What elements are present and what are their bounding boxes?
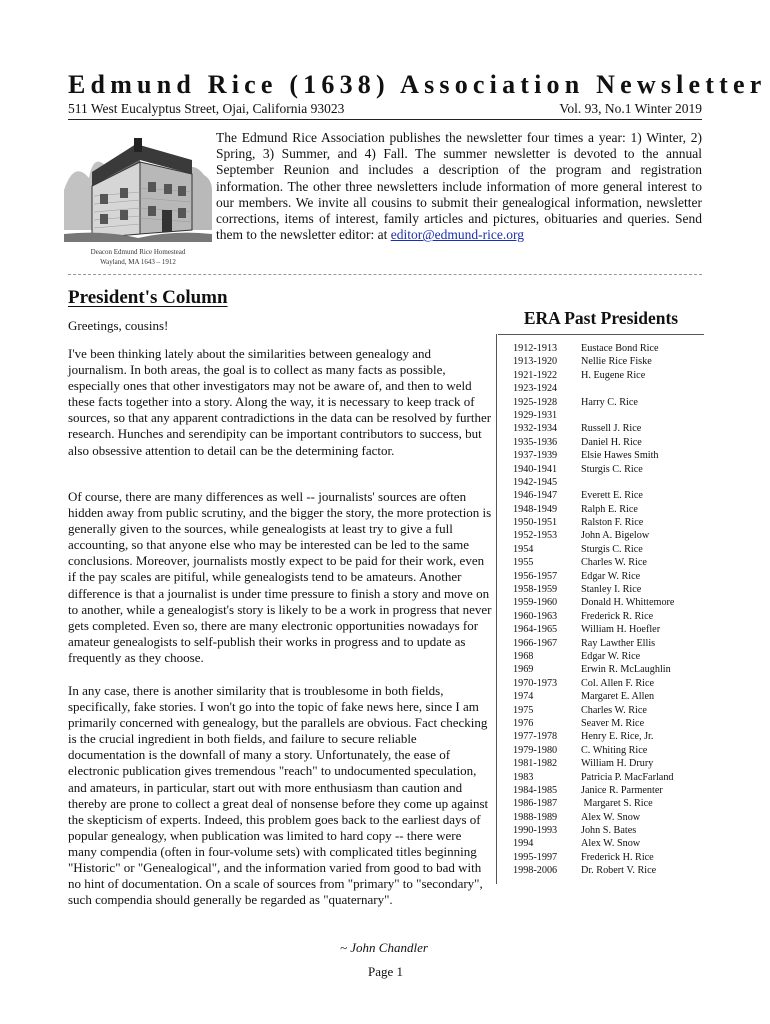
section-divider <box>68 274 702 275</box>
signature: ~ John Chandler <box>340 940 428 955</box>
president-name: Eustace Bond Rice <box>581 343 659 354</box>
president-years: 1958-1959 <box>513 584 558 596</box>
president-years: 1932-1934 <box>513 423 558 435</box>
president-years: 1998-2006 <box>513 865 558 877</box>
president-name: Margaret S. Rice <box>581 798 653 810</box>
editor-email-link[interactable]: editor@edmund-rice.org <box>390 227 524 243</box>
president-row <box>513 864 703 877</box>
president-row <box>513 677 703 690</box>
president-row <box>513 784 703 797</box>
president-years: 1994 <box>513 838 534 850</box>
president-name: Nellie Rice Fiske <box>581 356 652 368</box>
past-presidents-list <box>513 342 703 878</box>
newsletter-title: Edmund Rice (1638) Association Newsletter <box>68 70 767 99</box>
president-years: 1956-1957 <box>513 570 558 582</box>
president-years: 1937-1939 <box>513 450 558 462</box>
president-row <box>513 704 703 717</box>
president-years: 1955 <box>513 557 534 569</box>
president-row <box>513 463 703 476</box>
president-row <box>513 797 703 810</box>
president-years: 1948-1949 <box>513 503 558 515</box>
president-years: 1959-1960 <box>513 597 558 609</box>
president-name: Stanley I. Rice <box>581 584 642 596</box>
president-name: Everett E. Rice <box>581 490 643 502</box>
president-row <box>513 476 703 489</box>
president-years: 1981-1982 <box>513 758 558 770</box>
column-paragraph-2: Of course, there are many differences as well -- journalists' sources are often hidden away from public scrutiny, and the bigger the story, the more protection is generally given to the sources, while genealogists at least try to give a full accounting, so that anyone else who may be interested can be led to the same conclusions. Moreover, journalists mostly expect to be paid for their work, even if the pay scales are pitiful, while genealogists tend to be amateurs. Another difference is that a journalist is under time pressure to finish a story and move on to another, while a genealogist's story is likely to be a work in progress that never gets completed. Even so, there are many electronic opportunities nowadays for amateur genealogists to self-publish their works in progress and to update as frequently as they choose. <box>68 489 492 665</box>
president-years: 1912-1913 <box>513 343 558 354</box>
president-row <box>513 650 703 663</box>
president-row <box>513 489 703 502</box>
president-row <box>513 771 703 784</box>
president-name: John A. Bigelow <box>581 530 650 542</box>
president-name: Harry C. Rice <box>581 396 638 408</box>
president-name: Russell J. Rice <box>581 423 642 435</box>
president-years: 1964-1965 <box>513 624 558 636</box>
page-number: Page 1 <box>368 964 404 979</box>
president-years: 1946-1947 <box>513 490 558 502</box>
president-row <box>513 596 703 609</box>
president-name: Edgar W. Rice <box>581 570 641 582</box>
president-row <box>513 342 703 355</box>
president-name: Frederick R. Rice <box>581 610 654 622</box>
president-years: 1984-1985 <box>513 784 558 796</box>
president-years: 1966-1967 <box>513 637 558 649</box>
president-years: 1986-1987 <box>513 798 558 810</box>
president-name: Sturgis C. Rice <box>581 543 643 555</box>
president-row <box>513 583 703 596</box>
president-row <box>513 824 703 837</box>
header-rule <box>68 119 702 120</box>
president-years: 1925-1928 <box>513 396 558 408</box>
president-name: Erwin R. McLaughlin <box>581 664 671 676</box>
president-name: Donald H. Whittemore <box>581 597 675 609</box>
president-years: 1960-1963 <box>513 610 558 622</box>
president-years: 1968 <box>513 650 534 662</box>
president-years: 1935-1936 <box>513 436 558 448</box>
president-years: 1977-1978 <box>513 731 558 743</box>
past-presidents-border <box>496 334 497 884</box>
president-years: 1921-1922 <box>513 369 558 381</box>
homestead-caption-line1: Deacon Edmund Rice Homestead <box>90 248 186 256</box>
president-years: 1950-1951 <box>513 517 558 529</box>
greeting: Greetings, cousins! <box>68 318 169 333</box>
president-row <box>513 730 703 743</box>
president-row <box>513 610 703 623</box>
president-years: 1940-1941 <box>513 463 558 475</box>
president-name: John S. Bates <box>581 825 637 837</box>
president-years: 1969 <box>513 664 534 676</box>
president-name: C. Whiting Rice <box>581 744 648 756</box>
president-name: Ralph E. Rice <box>581 503 638 515</box>
president-name: Alex W. Snow <box>581 838 641 850</box>
president-name: Alex W. Snow <box>581 811 641 823</box>
president-years: 1995-1997 <box>513 851 558 863</box>
homestead-illustration <box>64 130 212 272</box>
president-row <box>513 409 703 422</box>
president-name: H. Eugene Rice <box>581 369 646 381</box>
president-years: 1990-1993 <box>513 825 558 837</box>
president-name: Henry E. Rice, Jr. <box>581 731 654 743</box>
president-years: 1975 <box>513 704 534 716</box>
president-row <box>513 529 703 542</box>
president-name: Janice R. Parmenter <box>581 784 663 796</box>
past-presidents-heading: ERA Past Presidents <box>523 308 679 328</box>
president-name: Patricia P. MacFarland <box>581 771 674 783</box>
president-name: Dr. Robert V. Rice <box>581 865 657 877</box>
president-row <box>513 422 703 435</box>
presidents-column-heading: President's Column <box>68 287 228 308</box>
president-row <box>513 837 703 850</box>
past-presidents-rule <box>498 334 704 335</box>
president-row <box>513 570 703 583</box>
intro-text: The Edmund Rice Association publishes the newsletter four times a year: 1) Winter, 2) Spring, 3) Summer, and 4) Fall. The summer newsletter is devoted to the annual September Reunion and includes a description of the program and registration information. The other three newsletters include information of more general interest to our members. We invite all cousins to submit their genealogical information, newsletter corrections, items of interest, family articles and pictures, obituaries and queries. Send them to the newsletter editor: at <box>216 130 702 243</box>
president-years: 1913-1920 <box>513 356 558 368</box>
president-name: Ralston F. Rice <box>581 517 644 529</box>
president-name: Edgar W. Rice <box>581 650 641 662</box>
president-name: Elsie Hawes Smith <box>581 450 659 462</box>
president-years: 1942-1945 <box>513 476 558 488</box>
president-years: 1979-1980 <box>513 744 558 756</box>
president-row <box>513 851 703 864</box>
president-years: 1976 <box>513 717 534 729</box>
president-name: Frederick H. Rice <box>581 851 654 863</box>
president-row <box>513 637 703 650</box>
president-years: 1988-1989 <box>513 811 558 823</box>
president-name: William H. Drury <box>581 758 654 770</box>
president-name: Margaret E. Allen <box>581 691 655 703</box>
president-years: 1970-1973 <box>513 677 558 689</box>
president-years: 1954 <box>513 543 534 555</box>
association-address: 511 West Eucalyptus Street, Ojai, California 93023 <box>68 101 345 116</box>
president-years: 1952-1953 <box>513 530 558 542</box>
president-name: Daniel H. Rice <box>581 436 642 448</box>
president-name: William H. Hoefler <box>581 624 661 636</box>
president-name: Col. Allen F. Rice <box>581 677 655 689</box>
president-row <box>513 623 703 636</box>
president-row <box>513 556 703 569</box>
president-row <box>513 744 703 757</box>
president-years: 1974 <box>513 691 534 703</box>
column-paragraph-1: I've been thinking lately about the similarities between genealogy and journalism. In both areas, the goal is to collect as many facts as possible, especially ones that other investigators may not be aware of, and then to weld these facts together into a story. Along the way, it is necessary to keep track of sources, so that any apparent contradictions in the data can be resolved by further research. Hunches and serendipity can be important contributors to success, but also obsessive attention to detail can be the determining factor. <box>68 346 492 458</box>
president-name: Charles W. Rice <box>581 557 647 569</box>
president-years: 1929-1931 <box>513 409 558 421</box>
intro-paragraph <box>216 130 702 243</box>
president-row <box>513 436 703 449</box>
president-name: Charles W. Rice <box>581 704 647 716</box>
president-row <box>513 516 703 529</box>
president-row <box>513 543 703 556</box>
column-paragraph-3: In any case, there is another similarity that is troublesome in both fields, specifically, fake stories. I won't go into the topic of fake news here, since I am primarily concerned with genealogy, but the parallels are obvious. Fact checking is the crucial ingredient in both fields, and failure to secure reliable documentation is the downfall of many a story. Unfortunately, the ease of electronic publication gives tremendous "reach" to undocumented speculation, and amateurs, in particular, start out with more enthusiasm than caution and thereby are prone to collect a great deal of nonsense before they come up against the skepticism of experts. Indeed, this problem goes back to the earliest days of popular genealogy, when publication was limited to hard copy -- there were many compendia (often in four-volume sets) with complicated titles beginning "Historic" or "Genealogical", and the information varied from good to bad with no hint of documentation. On a scale of sources from "primary" to "secondary", such compendia should generally be regarded as "quaternary". <box>68 683 489 908</box>
president-name: Seaver M. Rice <box>581 717 645 729</box>
president-row <box>513 369 703 382</box>
president-row <box>513 355 703 368</box>
president-name: Ray Lawther Ellis <box>581 637 656 649</box>
president-years: 1923-1924 <box>513 383 558 395</box>
president-name: Sturgis C. Rice <box>581 463 643 475</box>
president-row <box>513 663 703 676</box>
president-row <box>513 717 703 730</box>
president-row <box>513 690 703 703</box>
president-row <box>513 757 703 770</box>
homestead-caption-line2: Wayland, MA 1643 – 1912 <box>100 258 176 266</box>
president-row <box>513 503 703 516</box>
president-row <box>513 382 703 395</box>
president-row <box>513 396 703 409</box>
president-years: 1983 <box>513 771 534 783</box>
president-row <box>513 811 703 824</box>
president-row <box>513 449 703 462</box>
volume-issue: Vol. 93, No.1 Winter 2019 <box>559 101 702 116</box>
